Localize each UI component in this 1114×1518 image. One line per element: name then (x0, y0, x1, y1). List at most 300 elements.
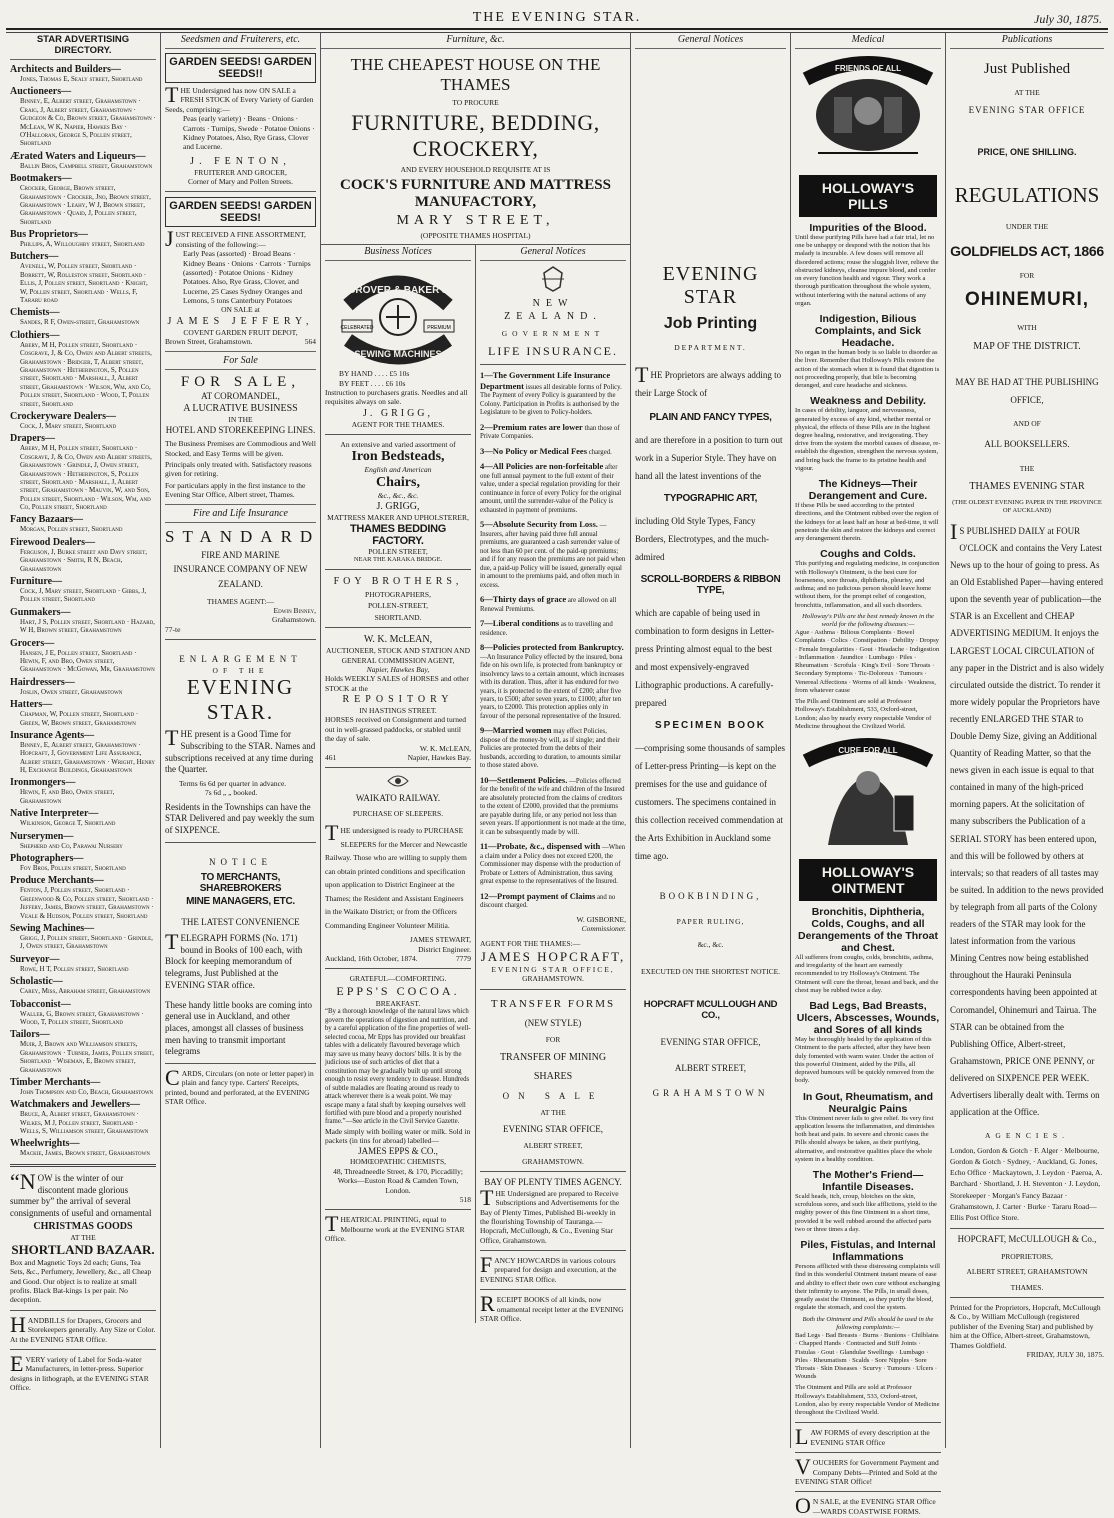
with-label: WITH (1017, 322, 1037, 332)
for-label: FOR (1019, 271, 1035, 281)
for-sale-in: IN THE (228, 415, 253, 425)
foy-photographers: PHOTOGRAPHERS, (365, 590, 431, 599)
manufactory: MANUFACTORY, (414, 193, 537, 210)
waikato-railway: WAIKATO RAILWAY. (355, 793, 441, 804)
theatrical-ad: THEATRICAL PRINTING, equal to Melbourne work at the EVENING STAR Office. (325, 1211, 465, 1244)
job-department: DEPARTMENT. (674, 343, 747, 352)
trade-entries: Wilkinson, George T, Shortland (20, 819, 116, 828)
insurance-item-body: —Policies effected for the benefit of the wife and children of the Insured are absolutely protected from the claims of creditors to the extent of £2000, provided that the premiums are payable during life, or any period not less than seven years. If apportionment is not made at the time, it can be subsequently made by will. (480, 777, 626, 836)
seedsmen-heading: Seedsmen and Fruiterers, etc. (165, 33, 316, 49)
trade-entries: Grigg, J, Pollen street, Shortland · Grindle, J, Owen street, Grahamstown (20, 934, 153, 951)
vouchers: VOUCHERS for Government Payment and Company Debts—Printed and Sold at the EVENING STAR Office! (795, 1454, 939, 1486)
trade-name: Architects and Builders— (10, 64, 121, 75)
piles-body: Persons afflicted with these distressing complaints will find in this wonderful Ointment instant means of ease and ability to effect their own cure without exchanging their infirmity to anyone. The Pills, in small doses, greatly assist the Ointment, as they purify the blood, regulate the stomach, and cool the system. (795, 1263, 940, 1312)
trade-name: Firewood Dealers— (10, 536, 96, 548)
jeffery-name: JAMES JEFFERY, (167, 315, 314, 327)
business-notices-heading: Business Notices (325, 245, 471, 261)
for-sale-title: FOR SALE, (180, 373, 301, 390)
furniture-heading: Furniture, &c. (321, 33, 630, 49)
issue-date: July 30, 1875. (1034, 12, 1102, 26)
trade-name: Native Interpreter— (10, 808, 99, 820)
trade-name: Watchmakers and Jewellers— (10, 1099, 140, 1111)
mclean-address: Napier, Hawkes Bay. (407, 752, 471, 762)
seeds-headline-2: GARDEN SEEDS! GARDEN SEEDS! (165, 197, 316, 227)
trade-entries: Phillips, A, Willoughby street, Shortland (20, 240, 145, 249)
insurance-item (480, 642, 626, 721)
both-intro: Both the Ointment and Pills should be used in the following complaints:— (802, 1315, 934, 1331)
indigestion: Indigestion, Bilious Complaints, and Sick Headache. (814, 313, 922, 350)
insurance-item-title: 10—Settlement Policies. (480, 774, 568, 785)
trade-entries: Rowe, H T, Pollen street, Shortland (20, 964, 129, 973)
impurities-body: Until these purifying Pills have had a fair trial, let no one be unhappy or despond with the notion that his malady is incurable. A few doses will remove all disordered actions; rouse the sluggish liver, relieve the obstructed kidneys, cleanse impure blood, and confer on every function health and vigour. They work a thorough purification throughout the whole system, without interfering with the natural actions of any organ. (795, 234, 939, 307)
mclean-name: W. K. McLEAN, (363, 634, 433, 646)
pills-sold: The Pills and Ointment are sold at Professor Holloway's Establishment, 533, Oxford-street, London; also by nearly every respectable Vendor of Medicine throughout the Civilized World. (795, 698, 932, 730)
cure-for-all-text: CURE FOR ALL (838, 746, 898, 756)
transfer-mining: TRANSFER OF MINING (499, 1051, 607, 1063)
kidneys-body: If these Pills be used according to the printed directions, and the Ointment rubbed over the region of the kidneys for at least half an hour at bed-time, it will penetrate the skin and restore the kidneys and correct any derangement therein. (795, 502, 939, 543)
insurance-item-title: 4—All Policies are non-forfeitable (480, 461, 604, 472)
bazaar-name: SHORTLAND BAZAAR. (11, 1241, 155, 1257)
piles: Piles, Fistulas, and Internal Inflammations (800, 1239, 936, 1264)
star-description: IS PUBLISHED DAILY at FOUR O'CLOCK and contains the Very Latest News up to the hour of going to press. As an Old Established Paper—having entered upon the seventh year of publication—the STAR is an Excellent and CHEAP ADVERTISING MEDIUM. It enjoys the LARGEST LOCAL CIRCULATION of any paper in the District and is also widely circulated outside the district. To render it more widely popular the Proprietors have recently ENLARGED THE STAR to Double Demy Size, giving an Additional Quantity of Reading Matter, so that the news given in each issue is equal to that contained in many of the high-priced morning papers. At the solicitation of many subscribers the Publication of a SERIAL STORY has been entered upon, and this will be followed by others at intervals; so that readers of all tastes may be suited. In addition to the news provided by telegraph from all parts of the Colony readers of the STAR may look for the latest information from the various Mining Centres now being established throughout the Hauraki Peninsula correspondents having been appointed at Coromandel, Ohinemuri and Tairua. The STAR can be obtained from the Publishing Office, Albert-street, Grahamstown, PRICE ONE PENNY, or delivered on SIXPENCE PER WEEK. Advertisers liberally dealt with. Terms on application at the Office. (950, 518, 1104, 1118)
bazaar-body: Box and Magnetic Toys 2d each; Guns, Tea Sets, &c., Perfumery, Jewellery, &c., all Cheap and Good. Our object is to realize at small profits. Black Bat-kings 1s per pair. No deception. (10, 1257, 152, 1305)
insurance-item (480, 618, 626, 638)
trade-name: Nurserymen— (10, 830, 74, 842)
trade-name: Auctioneers— (10, 86, 72, 98)
seeds-headline-1: GARDEN SEEDS! GARDEN SEEDS!! (165, 53, 316, 83)
trade-entries: Jones, Thomas E, Sealy street, Shortland (20, 75, 143, 83)
trade-name: Wheelwrights— (10, 1138, 80, 1150)
column-directory (6, 33, 161, 1448)
job-office: EVENING STAR OFFICE, (660, 1036, 761, 1047)
ointment-sold: The Ointment and Pills are sold at Professor Holloway's Establishment, 533, Oxford-street, London, also by every respectable Vendor of Medicine throughout the Civilized World. (795, 1384, 940, 1417)
trade-entries: Ballin Bros, Campbell street, Grahamstown (20, 161, 153, 170)
trade-entries: Binney, E, Albert street, Grahamstown · Craig, J, Albert street, Grahamstown · Gudgeon & Co, Brown street, Grahamstown · McLean, W K, Napier, Hawkes Bay · O'Halloran, George S, Pollen street, Shortland (20, 97, 156, 148)
transfer-shares: SHARES (533, 1070, 573, 1082)
insurance-item (480, 725, 626, 770)
map-of-district: MAP OF THE DISTRICT. (973, 341, 1081, 353)
trade-name: Surveyor— (10, 953, 60, 965)
jeffery-address: Brown Street, Grahamstown. (165, 337, 253, 347)
and-of: AND OF (1013, 419, 1041, 429)
insurance-item (480, 422, 626, 442)
and-every: AND EVERY HOUSEHOLD REQUISITE AT IS (400, 165, 551, 175)
kidneys: The Kidneys—Their Derangement and Cure. (808, 478, 928, 503)
insurance-item-title: 2—Premium rates are lower (480, 421, 583, 432)
mothers-friend-body: Scald heads, itch, croup, blotches on the skin, scrofulous sores, and such like afflictions, yield to the mighty power of this fine Ointment in a short time, provided it be well rubbed around the affected parts two or three times a day. (795, 1193, 937, 1233)
enlargement-paper: EVENING STAR. (186, 675, 295, 725)
insurance-item-body: issues all desirable forms of Policy. The Payment of every Policy is guaranteed by the Colony. Participation in Profits is authorised by the Legislature to be given to Policy-holders. (480, 383, 622, 417)
gtown: GRAHAMSTOWN. (522, 974, 584, 984)
seeds-intro-2: JUST RECEIVED A FINE ASSORTMENT, consisting of the following:— (165, 226, 306, 252)
enlargement-title: ENLARGEMENT (179, 654, 302, 665)
pub-at-the: AT THE (1014, 88, 1040, 97)
trade-name: Drapers— (10, 433, 55, 445)
transfer-at-the: AT THE (540, 1108, 566, 1118)
foy-shortland: SHORTLAND. (374, 612, 422, 622)
masthead (6, 8, 1108, 30)
labels-ad: EVERY variety of Label for Soda-water Manufacturers, in letter-press. Superior designs in lithograph, at the EVENING STAR Office. (10, 1350, 149, 1393)
gout-body: This Ointment never fails to give relief. Its very first application lessens the inflammation, and diminishes both heat and pain. In severe and chronic cases the Pills should always be taken, as their purifying, alternative, and restorative qualities place the whole system in a healthy condition. (795, 1114, 935, 1163)
mothers-friend: The Mother's Friend—Infantile Diseases. (812, 1169, 924, 1193)
chairs-etc: &c., &c., &c. (377, 490, 419, 500)
specimen-book: SPECIMEN BOOK (654, 720, 766, 732)
bop-body: THE Undersigned are prepared to Receive Subscriptions and Advertisements for the Bay of Plenty Times, Published Bi-weekly in the flourishing Township of Tauranga.—Hopcraft, McCullough, & Co., Evening Star Office, Grahamstown. (480, 1184, 620, 1245)
grover-celebrated: CELEBRATED (340, 325, 374, 332)
agencies-list: London, Gordon & Gotch · F. Alger · Melbourne, Gordon & Gotch · Sydney, · Auckland, G. Jones, Echo Office · Mackaytown, J. Leydon · Paeroa, A. Barchard · Shortland, J. H. Steventon · J. Leydon, Storekeeper · Morgan's Fancy Bazaar · Grahamstown, J. Carter · Burke · Tararu Road—Ellis Post Office Store. (950, 1145, 1103, 1223)
english-american: English and American (364, 465, 432, 475)
trade-entries: Joslin, Owen street, Grahamstown (20, 687, 123, 696)
insurance-item-body: as to travelling and residence. (480, 621, 613, 637)
trade-entries: Foy Bros, Pollen street, Shortland (20, 864, 126, 873)
trade-name: Produce Merchants— (10, 875, 104, 887)
coat-of-arms-icon (538, 265, 568, 293)
imprint-date: FRIDAY, JULY 30, 1875. (1026, 1349, 1104, 1359)
insurance-item-title: 11—Probate, &c., dispensed with (480, 841, 601, 852)
diseases-list: Ague · Asthma · Bilious Complaints · Bowel Complaints · Colics · Constipation · Debility · Dropsy · Female Irregularities · Gout · Headache · Indigestion · Inflammation · Jaundice · Lumbago · Piles · Rheumatism · Scrofula · King's Evil · Sore Throats · Secondary Symptoms · Tic-Doloreux · Tumours · Venereal Affections · Worms of all kinds · Weakness, from whatever cause (795, 629, 940, 694)
mclean-sign: W. K. McLEAN, (419, 743, 471, 753)
general-notices-heading: General Notices (480, 245, 626, 261)
insurance-item-title: 8—Policies protected from Bankruptcy. (480, 642, 624, 653)
trade-name: Hairdressers— (10, 676, 75, 688)
insurance-item (480, 841, 626, 886)
breakfast: BREAKFAST. (375, 998, 421, 1008)
insurance-item (480, 891, 626, 911)
to-procure: TO PROCURE (452, 98, 499, 107)
impurities: Impurities of the Blood. (809, 222, 927, 234)
job-hopcraft: HOPCRAFT MCULLOUGH AND CO., (643, 998, 778, 1021)
indigestion-body: No organ in the human body is so liable to disorder as the liver. Remember that Holloway's Pills restore the action of the stomach when it is found that digestion is not proceeding properly, that bile is becoming deranged, and cure headache and sickness. (795, 349, 940, 390)
insurance-item (480, 775, 626, 837)
insurance-item (480, 594, 626, 614)
transfer-forms: TRANSFER FORMS (490, 997, 616, 1010)
paper-ruling: PAPER RULING, (676, 917, 745, 927)
insurance-item (480, 370, 626, 418)
insurance-items (480, 370, 626, 911)
props-thames: THAMES. (1010, 1282, 1044, 1292)
epps-address: 48, Threadneedle Street, & 170, Piccadilly; Works—Euston Road & Camden Town, London. (333, 1166, 463, 1195)
insurance-item-body: —When a claim under a Policy does not exceed £200, the Commissioner may dispense with the production of Probate or Letters of Administration, thus saving great expense to the representatives of the Insured. (480, 844, 626, 886)
props-address: ALBERT STREET, GRAHAMSTOWN (966, 1267, 1088, 1277)
jeffery-depot: COVENT GARDEN FRUIT DEPOT, (183, 327, 298, 337)
foy-name: FOY BROTHERS, (333, 576, 463, 587)
standard-agent: THAMES AGENT:— (207, 596, 274, 606)
receipt-ad: RECEIPT BOOKS of all kinds, now ornamental receipt letter at the EVENING STAR Office. (480, 1291, 624, 1323)
notice-mine: MINE MANAGERS, ETC. (186, 896, 295, 908)
insurance-item-title: 1—The Government Life Insurance Department (480, 369, 611, 391)
insurance-item (480, 519, 626, 590)
mclean-auctioneer: AUCTIONEER, STOCK AND STATION AND GENERAL COMMISSION AGENT, (325, 646, 471, 665)
trade-entries: Hart, J S, Pollen street, Shortland · Hazard, W H, Brown street, Grahamstown (20, 617, 155, 635)
page-columns (6, 32, 1108, 1518)
job-gtown: GRAHAMSTOWN (652, 1088, 769, 1099)
telegraph-ad: TELEGRAPH FORMS (No. 171) bound in Books of 100 each, with Block for keeping memorandum of telegrams, Just Published at the EVENING STAR office. (165, 929, 303, 990)
star-office: EVENING STAR OFFICE, (491, 964, 615, 974)
bad-legs-body: May be thoroughly healed by the application of this Ointment to the parts affected, after they have been duly fomented with warm water. Under the action of this powerful Ointment, aided by the Pills, all depraved humours will be quickly removed from the body. (795, 1036, 934, 1085)
trade-name: Crockeryware Dealers— (10, 410, 116, 422)
law-forms: LAW FORMS of every description at the EVENING STAR Office (795, 1424, 930, 1450)
for-sale-body-1: The Business Premises are Commodious and Well Stocked, and Easy Terms will be given. (165, 439, 316, 458)
trade-entries: Hansen, J E, Pollen street, Shortland · Hewin, F, and Bro, Owen street, Grahamstown · McGowan, Mr, Grahamstown (20, 648, 155, 674)
bookbinding: BOOKBINDING, (659, 891, 762, 902)
enlargement-body-1: THE present is a Good Time for Subscribing to the STAR. Names and subscriptions received at any time during the Quarter. (165, 725, 316, 775)
grover-premium: PREMIUM (427, 325, 451, 332)
mattress-maker: MATTRESS MAKER AND UPHOLSTERER, (327, 513, 469, 523)
instruction: Instruction to purchasers gratis. Needles and all requisites always on sale. (325, 387, 468, 407)
job-body-2: and are therefore in a position to turn out work in a Superior Style. They have on hand all the latest inventions of the (635, 435, 783, 482)
job-body-4: which are capable of being used in combination to form designs in Letter-press Printing almost equal to the best and most expensively-engraved Lithographic productions. A carefully-prepared (635, 608, 775, 709)
insurance-item-title: 12—Prompt payment of Claims (480, 890, 596, 901)
trade-entries: Binney, E, Albert street, Grahamstown · Hopcraft, J, Government Life Assurance, Albert street, Grahamstown · Wright, Henry H, Exchange Buildings, Grahamstown (20, 740, 156, 775)
remedy-intro: Holloway's Pills are the best remedy known in the world for the following diseases:— (802, 612, 934, 628)
insurance-item-title: 6—Thirty days of grace (480, 594, 567, 605)
oldest-paper: (THE OLDEST EVENING PAPER IN THE PROVINCE OF AUCKLAND) (952, 498, 1102, 514)
agencies: AGENCIES. (985, 1131, 1069, 1141)
crest-icon (386, 773, 410, 789)
column-furniture (321, 33, 631, 1448)
trade-name: Sewing Machines— (10, 923, 95, 934)
trade-entries: Abery, M H, Pollen street, Shortland · Cosgrave, J, & Co, Owen and Albert streets, Grahamstown · Bridger, T, Albert street, Grahamstown · Hetherington, S, Pollen street, Shortland · Marshall, J, Albert street, Grahamstown · Wilson, Wm, and Co, Pollen street, Shortland · Wood, T, Pollen street, Shortland (20, 340, 152, 408)
regulations: REGULATIONS (954, 183, 1100, 208)
ohinemuri: OHINEMURI, (965, 288, 1089, 310)
grover-top-text: GROVER & BAKER'S (347, 285, 449, 297)
publications-heading: Publications (950, 33, 1104, 49)
auckland-date: Auckland, 16th October, 1874. (325, 954, 418, 964)
life-insurance-title: LIFE INSURANCE. (487, 343, 618, 358)
typographic-art: TYPOGRAPHIC ART, (663, 493, 758, 505)
plain-fancy: PLAIN AND FANCY TYPES, (649, 412, 772, 424)
epps-number: 518 (459, 1194, 471, 1204)
trade-name: Fancy Bazaars— (10, 514, 84, 526)
sleepers-body: THE undersigned is ready to PURCHASE SLEEPERS for the Mercer and Newcastle Railway. Those who are willing to supply them can obtain printed conditions and specification upon application to District Engineer at the Thames; the Resident and Assistant Engineers in the Waikato District; or from the Officers Commanding Engineer Volunteer Militia. (325, 820, 468, 930)
cocks-furniture: COCK'S FURNITURE AND MATTRESS (339, 176, 611, 193)
executed: EXECUTED ON THE SHORTEST NOTICE. (640, 966, 781, 976)
for-sale-business: A LUCRATIVE BUSINESS (183, 403, 298, 415)
trade-entries: Hewin, F, and Bro, Owen street, Grahamstown (20, 788, 115, 805)
hopcraft-name: JAMES HOPCRAFT, (480, 948, 626, 964)
trade-name: Clothiers— (10, 329, 60, 341)
fenton-trade: FRUITERER AND GROCER, (194, 167, 287, 177)
job-body-1: THE Proprietors are always adding to their Large Stock of (635, 362, 782, 399)
insurance-item-body: may effect Policies, dispose of the money-by will, as if single; and their Policies are protected from the debts of their husbands, according to duration, to amounts similar to those stated above. (480, 728, 621, 770)
insurance-item (480, 461, 626, 515)
all-booksellers: ALL BOOKSELLERS. (984, 438, 1070, 449)
trade-entries: Mackie, James, Brown street, Grahamstown (20, 1149, 150, 1158)
trade-name: Photographers— (10, 853, 84, 865)
extensive: An extensive and varied assortment of (340, 440, 456, 449)
xmas-intro: “NOW is the winter of our discontent made glorious summer by” the arrival of several consignments of useful and ornamental (10, 1168, 152, 1218)
grover-bottom-text: SEWING MACHINES (354, 349, 442, 360)
trade-name: Grocers— (10, 637, 55, 649)
trade-entries: Cock, J, Mary street, Shortland · Gibbs, J, Pollen street, Shortland (20, 587, 147, 604)
epps-company: JAMES EPPS & CO., (358, 1145, 438, 1156)
notice-to: TO MERCHANTS, SHAREBROKERS (199, 872, 282, 895)
new-style: (NEW STYLE) (524, 1017, 582, 1028)
trade-name: Chemists— (10, 307, 60, 319)
directory-heading: STAR ADVERTISING DIRECTORY. (10, 33, 156, 60)
iron-bedsteads: Iron Bedsteads, (351, 449, 445, 465)
hastings-street: IN HASTINGS STREET. (359, 706, 437, 715)
standard-gtown: Grahamstown. (272, 615, 316, 625)
epps-body: “By a thorough knowledge of the natural laws which govern the operations of digestion and nutrition, and by a careful application of the fine properties of well-selected cocoa, Mr Epps has provided our breakfast tables with a delicately flavoured beverage which may save us many heavy doctors' bills. It is by the judicious use of such articles of diet that a constitution may be gradually built up until strong enough to resist every tendency to disease. Hundreds of subtle maladies are floating around us ready to attack wherever there is a weak point. We may escape many a fatal shaft by keeping ourselves well fortified with pure blood and a properly nourished frame.”—See article in the Civil Service Gazette. (325, 1008, 471, 1126)
standard-fire: FIRE AND MARINE (201, 549, 280, 560)
trade-entries: Cock, J, Mary street, Shortland (20, 421, 117, 430)
insurance-item-body: and no discount charged. (480, 893, 616, 910)
goldfields-act: GOLDFIELDS ACT, 1866 (950, 243, 1104, 260)
horses: HORSES received on Consignment and turned out in well-grassed paddocks, or stabled until the day of sale. (325, 715, 467, 744)
insurance-item-body: after one full annual payment to the full extent of their value, under a special regulation providing for their continuance in force of every Policy for the original amount, until the surrender-value of the Policy is exhausted in payment of premiums. (480, 464, 622, 514)
job-body-3: including Old Style Types, Fancy Borders, Electrotypes, and the much-admired (635, 516, 769, 563)
column-medical (791, 33, 946, 1518)
holloway-pills-emblem-icon (798, 53, 938, 171)
trade-entries: Ferguson, J, Burke street and Davy street, Grahamstown · Smith, R N, Beach, Grahamstown (20, 547, 148, 573)
trade-entries: Bruce, A, Albert street, Grahamstown · Wilkes, M J, Pollen street, Shortland · Wells, S, Williamson street, Grahamstown (20, 1110, 149, 1136)
trade-name: Butchers— (10, 251, 59, 263)
fenton-name: J. FENTON, (190, 155, 291, 167)
mclean-holds: Holds WEEKLY SALES of HORSES and other STOCK at the (325, 674, 469, 693)
grigg-name-2: J. GRIGG, (376, 501, 420, 513)
trade-name: Insurance Agents— (10, 729, 95, 741)
trade-name: Bootmakers— (10, 173, 72, 185)
handy-ad: These handy little books are coming into general use in Auckland, and other places, amongst all classes of business men having to transmit important telegrams (165, 999, 312, 1057)
sewing-machine-emblem-icon (338, 265, 458, 365)
trade-name: Gunmakers— (10, 606, 71, 618)
standard-zealand: ZEALAND. (218, 578, 263, 589)
job-albert: ALBERT STREET, (674, 1062, 747, 1073)
xmas-at-the: AT THE (70, 1232, 96, 1242)
coastwise-forms: ON SALE, at the EVENING STAR Office—WARDS COASTWISE FORMS. (795, 1493, 936, 1518)
weakness: Weakness and Debility. (810, 395, 926, 408)
trade-name: Bus Proprietors— (10, 229, 88, 241)
weakness-body: In cases of debility, languor, and nervousness, generated by excess of any kind, whether mental or physical, the effects of these Pills are in the highest degree healing, restorative, and invigorating. They drive from the system the morbid causes of disease, re-establish the digestion, strengthen the nervous system, and bring back the frame to its pristine health and vigour. (795, 407, 941, 472)
for-sale-lines: HOTEL AND STOREKEEPING LINES. (165, 424, 316, 435)
stewart-name: JAMES STEWART, (409, 935, 471, 945)
job-etc: &c., &c. (697, 940, 724, 950)
insurance-item-body: —Insurers, after having paid three full annual premiums, are guaranteed a cash surrender value of not less than 60 per cent. of the paid-up premiums; and if for any reason the premiums are not paid when due, a paid-up Policy will be issued, generally equal in amount to the premiums paid, and often much in excess. (480, 522, 626, 589)
trade-list (10, 64, 156, 1158)
transfer-albert: ALBERT STREET, (523, 1141, 583, 1151)
job-body-5: —comprising some thousands of samples of Letter-press Printing—is kept on the premises for the use and guidance of customers. The specimens contained in this collection received commendation at the Arts Exhibition in Auckland some time ago. (635, 743, 785, 862)
gisborne-name: W. GISBORNE, (576, 914, 626, 924)
trade-name: Ærated Waters and Liqueurs— (10, 150, 146, 162)
insurance-heading: Fire and Life Insurance (165, 504, 316, 523)
xmas-goods: CHRISTMAS GOODS (33, 1220, 133, 1232)
standard-number: 77-te (165, 624, 181, 634)
bedding-pollen: POLLEN STREET, (368, 546, 428, 556)
gout: In Gout, Rheumatism, and Neuralgic Pains (802, 1090, 934, 1115)
trade-entries: Morgan, Pollen street, Shortland (20, 525, 123, 534)
bedding-near: NEAR THE KARAKA BRIDGE. (353, 555, 443, 563)
for-sale-heading: For Sale (165, 351, 316, 370)
trade-entries: Fenton, J, Pollen street, Shortland · Greenwood & Co, Pollen street, Shortland · Jeffery, James, Brown street, Grahamstown · Veale & Hudson, Pollen street, Shortland (20, 886, 154, 920)
grigg-agent: AGENT FOR THE THAMES. (351, 419, 445, 429)
foy-street: POLLEN-STREET, (367, 601, 429, 611)
general-notices (476, 245, 630, 1323)
repository: REPOSITORY (342, 694, 454, 705)
trade-entries: Sandes, R F, Owen-street, Grahamstown (20, 318, 140, 327)
insurance-item-body: are allowed on all Renewal Premiums. (480, 597, 617, 613)
for-sale-location: AT COROMANDEL, (201, 390, 280, 401)
transfer-for: FOR (545, 1035, 561, 1045)
trade-entries: John Thompson and Co, Beach, Grahamstown (20, 1087, 154, 1096)
trade-name: Tailors— (10, 1029, 50, 1041)
latest-convenience: THE LATEST CONVENIENCE (181, 917, 300, 928)
transfer-office: EVENING STAR OFFICE, (502, 1123, 604, 1134)
enlargement-terms-1: Terms 6s 6d per quarter in advance. (179, 778, 287, 788)
jeffery-on-sale: ON SALE at (221, 305, 260, 315)
holloway-ointment-emblem-icon (798, 735, 938, 855)
imprint: Printed for the Proprietors, Hopcraft, McCullough & Co., by William McCullough (registered publisher of the Evening Star) and published by him at the Office, Albert-street, Grahamstown, Thames Goldfield. (950, 1303, 1101, 1350)
mary-street: MARY STREET, (396, 212, 555, 228)
insurance-item-title: 3—No Policy or Medical Fees (480, 445, 588, 456)
newspaper-title: THE EVENING STAR. (472, 10, 642, 25)
furniture-headline: FURNITURE, BEDDING, CROCKERY, (351, 110, 600, 162)
by-feet-price: BY FEET . . . . £6 10s (339, 378, 406, 388)
notice-title: NOTICE (209, 856, 272, 867)
enlargement-terms-2: 7s 6d „ „ booked. (205, 788, 258, 798)
handbills-ad: HANDBILLS for Drapers, Grocers and Storekeepers generally. Any Size or Color. At the EVENING STAR Office. (10, 1311, 156, 1344)
coughs: Coughs and Colds. (820, 548, 916, 561)
commissioner: Commissioner. (581, 924, 626, 934)
seeds-items-1: Peas (early variety) · Beans · Onions · Carrots · Turnips, Swede · Potatoe Onions · Kidney Potatoes, Also, Rye Grass, Clover and Lucerne. (183, 114, 315, 152)
trade-name: Furniture— (10, 576, 63, 588)
trade-name: Timber Merchants— (10, 1076, 101, 1088)
fenton-address: Corner of Mary and Pollen Streets. (188, 177, 293, 186)
grigg-name: J. GRIGG, (362, 407, 434, 419)
friends-of-all-text: FRIENDS OF ALL (835, 64, 901, 73)
insurance-item-body: —An Insurance Policy effected by the insured, bona fide on his own life, is protected from bankruptcy or insolvency laws to a certain amount, which increases with its duration. Thus, after it has endured for two years, it is protected to the extent of £200; after five years, to £500; after seven years, to £1000; after ten years, to £2000. This protection applies only in favour of the personal representative of the Insured. (480, 653, 625, 720)
insurance-item-title: 7—Liberal conditions (480, 618, 560, 629)
fancy-ad: FANCY HOWCARDS in various colours prepared for design and execution, at the EVENING STAR Office. (480, 1252, 617, 1284)
trade-entries: Crocker, George, Brown street, Grahamstown · Crocker, Jno, Brown street, Grahamstown · Leahy, W J, Brown street, Grahamstown · Quaid, J, Pollen street, Shortland (20, 184, 151, 226)
homeopathic: HOMŒOPATHIC CHEMISTS, (350, 1157, 446, 1167)
jeffery-number: 564 (304, 337, 316, 347)
bad-legs: Bad Legs, Bad Breasts, Ulcers, Abscesses, Wounds, and Sores of all kinds (796, 1000, 940, 1037)
props-name: HOPCRAFT, McCULLOUGH & Co., (957, 1234, 1097, 1245)
job-heading: General Notices (635, 33, 786, 49)
job-printing: Job Printing (663, 315, 758, 332)
seeds-items-2: Early Peas (assorted) · Broad Beans · Kidney Beans · Onions · Carrots · Turnips (assorted) · Potatoe Onions · Kidney Potatoes. Also, Rye Grass, Clover, and Lucerne, 25 Cases Sydney Oranges and Lemons, 5 tons Canterbury Potatoes (183, 249, 311, 305)
bop-title: BAY OF PLENTY TIMES AGENCY. (484, 1177, 622, 1188)
nz-title: NEW ZEALAND. (504, 298, 602, 323)
under-the: UNDER THE (1005, 222, 1049, 232)
chairs: Chairs, (376, 474, 420, 490)
insurance-item-title: 9—Married women (480, 725, 552, 736)
trade-entries: Shepherd and Co, Parawai Nursery (20, 841, 123, 850)
standard-company: INSURANCE COMPANY OF NEW (173, 564, 308, 575)
epps-cocoa: EPPS'S COCOA. (336, 983, 460, 998)
bedding-factory: THAMES BEDDING FACTORY. (349, 522, 447, 547)
business-notices (321, 245, 476, 1323)
trade-entries: Muir, J, Brown and Williamson streets, Grahamstown · Turner, James, Pollen street, Shortland · Wiseman, E, Brown street, Grahamstown (20, 1040, 155, 1074)
trade-name: Ironmongers— (10, 777, 76, 789)
government-title: GOVERNMENT (501, 329, 605, 339)
enlargement-body-2: Residents in the Townships can have the STAR Delivered and pay weekly the sum of SIXPENCE. (165, 801, 315, 835)
standard-title: STANDARD (165, 526, 321, 546)
seeds-intro-1: THE Undersigned has now ON SALE a FRESH STOCK of Every Variety of Garden Seeds, comprising:— (165, 82, 314, 114)
medical-heading: Medical (795, 33, 941, 49)
district-engineer: District Engineer. (418, 944, 471, 954)
agent-for-thames: AGENT FOR THE THAMES:— (480, 939, 581, 949)
by-hand-price: BY HAND . . . . £5 10s (339, 369, 410, 379)
standard-binney: Edwin Binney, (273, 605, 316, 615)
thames-evening-star: THAMES EVENING STAR (969, 480, 1085, 492)
column-job-printing (631, 33, 791, 1448)
epps-made: Made simply with boiling water or milk. Sold in packets (in tins for abroad) labelled— (325, 1126, 471, 1146)
mclean-napier: Napier, Hawkes Bay, (366, 664, 430, 674)
coughs-body: This purifying and regulating medicine, in conjunction with Holloway's Ointment, is the best cure for hoarseness, sore throats, diphtheria, pleurisy, and asthma; and no judicious person should leave home without them, for the prompt relief of congestion, bronchitis, inflammation, and all such disorders. (795, 560, 940, 609)
cards-ad: CARDS, Circulars (on note or letter paper) in plain and fancy type. Carters' Receipts, printed, bound and perforated, at the EVENING STAR Office. (165, 1064, 314, 1107)
